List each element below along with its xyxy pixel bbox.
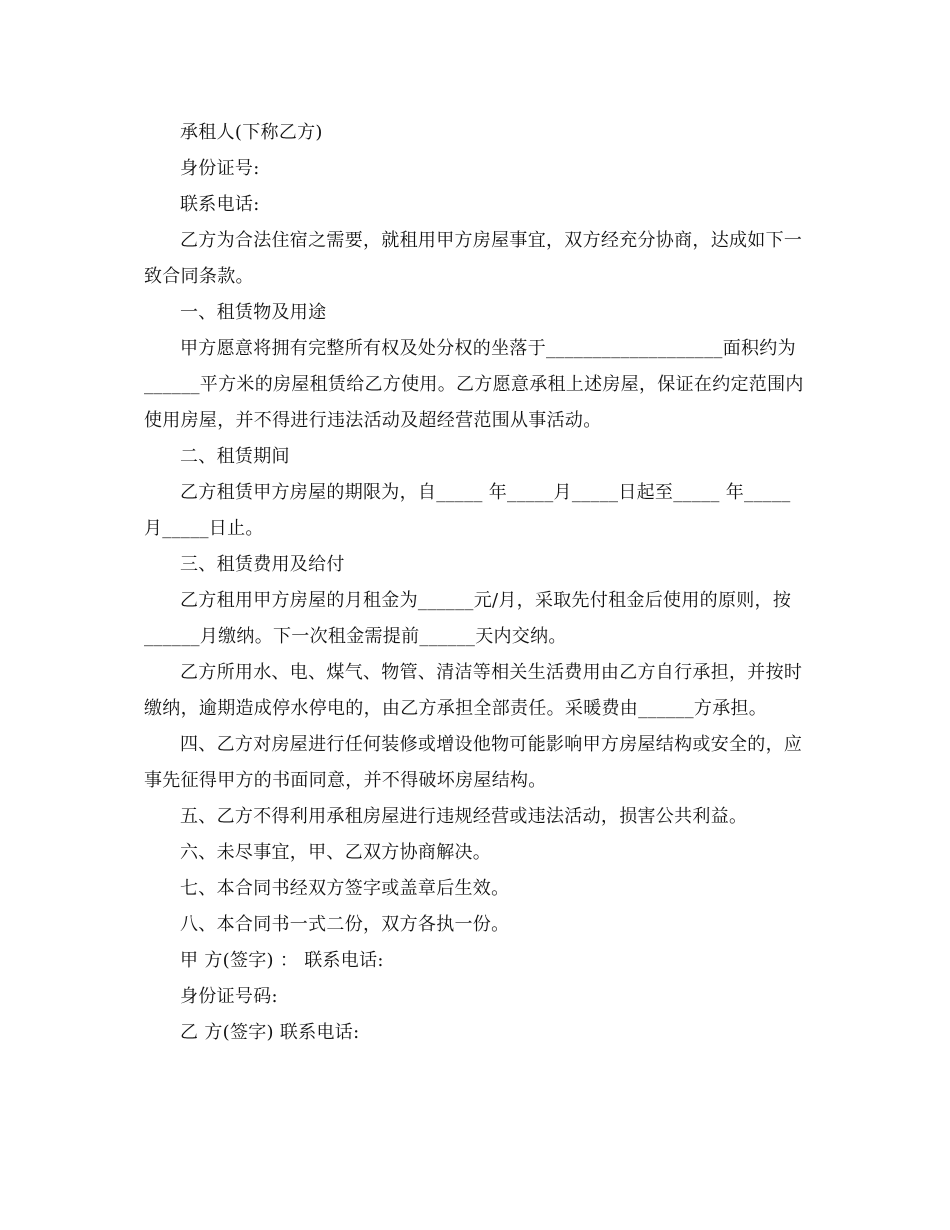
section-3-rent-paragraph: 乙方租用甲方房屋的月租金为______元/月，采取先付租金后使用的原则，按______月缴纳。下一次租金需提前______天内交纳。: [144, 590, 792, 647]
section-3-heading: 三、租赁费用及给付: [180, 554, 345, 575]
section-1-paragraph: 甲方愿意将拥有完整所有权及处分权的坐落于___________________面积约为______平方米的房屋租赁给乙方使用。乙方愿意承租上述房屋，保证在约定范围内使用房屋，并不得进行违法活动及超经营范围从事活动。: [144, 338, 804, 431]
preamble-paragraph: 乙方为合法住宿之需要，就租用甲方房屋事宜，双方经充分协商，达成如下一致合同条款。: [144, 230, 803, 287]
document-body: [144, 115, 804, 1051]
section-2-paragraph: 乙方租赁甲方房屋的期限为，自_____ 年_____月_____日起至_____ 年_____ 月_____日止。: [144, 482, 797, 539]
section-3-utilities-paragraph: 乙方所用水、电、煤气、物管、清洁等相关生活费用由乙方自行承担，并按时缴纳，逾期造成停水停电的，由乙方承担全部责任。采暖费由______方承担。: [144, 662, 803, 719]
section-2-heading: 二、租赁期间: [180, 446, 290, 467]
id-number-line: 身份证号:: [180, 158, 260, 179]
section-5-paragraph: 五、乙方不得利用承租房屋进行违规经营或违法活动，损害公共利益。: [180, 806, 748, 827]
section-7-paragraph: 七、本合同书经双方签字或盖章后生效。: [180, 878, 510, 899]
lessee-line: 承租人(下称乙方): [180, 122, 323, 143]
section-6-paragraph: 六、未尽事宜，甲、乙双方协商解决。: [180, 842, 492, 863]
party-b-signature-line: 乙 方(签字) 联系电话:: [180, 1022, 360, 1043]
party-a-signature-line: 甲 方(签字) ： 联系电话:: [180, 950, 384, 971]
section-1-heading: 一、租赁物及用途: [180, 302, 327, 323]
contact-phone-line: 联系电话:: [180, 194, 260, 215]
section-8-paragraph: 八、本合同书一式二份，双方各执一份。: [180, 914, 510, 935]
section-4-paragraph: 四、乙方对房屋进行任何装修或增设他物可能影响甲方房屋结构或安全的，应事先征得甲方的书面同意，并不得破坏房屋结构。: [144, 734, 803, 791]
party-a-id-line: 身份证号码:: [180, 986, 278, 1007]
